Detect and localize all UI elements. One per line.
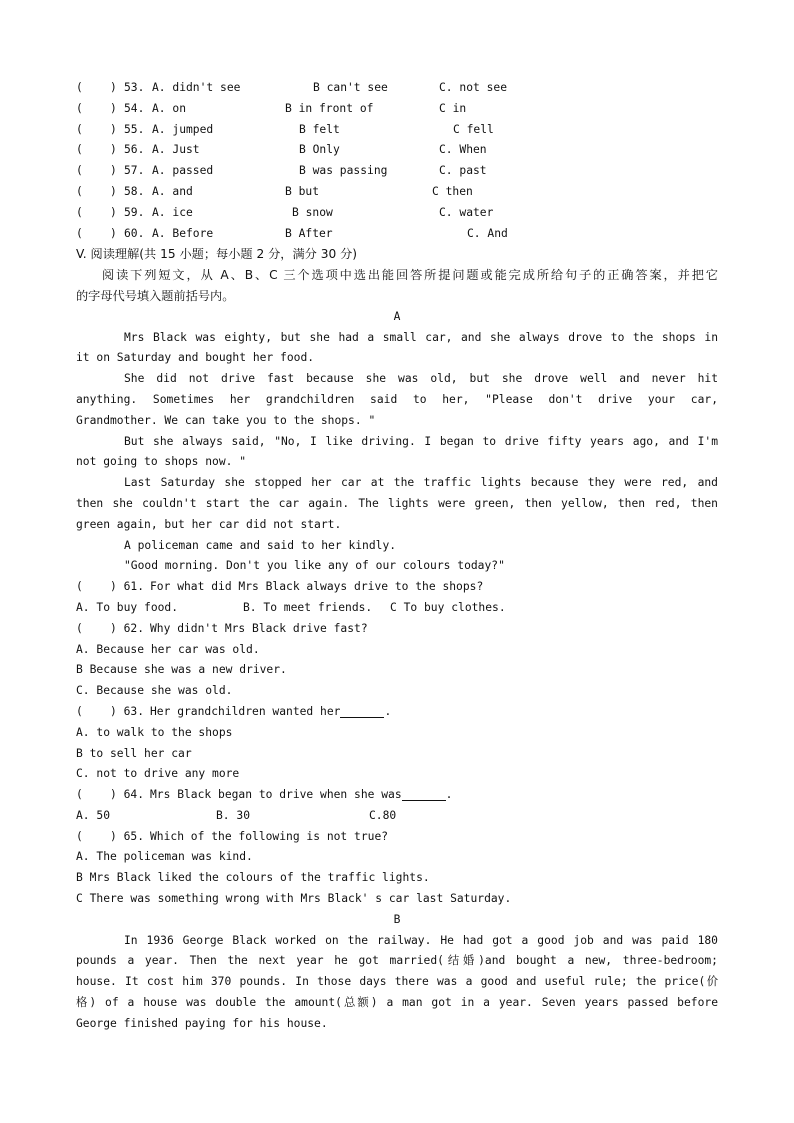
- passage-line: "Good morning. Don't you like any of our colours today?": [124, 559, 505, 573]
- passage-line: house. It cost him 370 pounds. In those days there was a good and useful rule; the price(价: [76, 975, 718, 989]
- option-c: C There was something wrong with Mrs Black' s car last Saturday.: [76, 892, 512, 906]
- option-a: A. to walk to the shops: [76, 725, 233, 739]
- option-b: B After: [285, 226, 333, 240]
- passage-line: it on Saturday and bought her food.: [76, 351, 315, 365]
- option-b: B Mrs Black liked the colours of the traffic lights.: [76, 871, 430, 885]
- option-b: B felt: [299, 122, 340, 136]
- option-a: A. and: [152, 184, 193, 198]
- answer-bracket[interactable]: ( ): [76, 81, 117, 94]
- option-a: A. Just: [152, 143, 200, 157]
- option-b: B Because she was a new driver.: [76, 663, 287, 677]
- option-b: B was passing: [299, 164, 388, 178]
- question-number: 55.: [124, 122, 145, 136]
- question-number: 54.: [124, 101, 145, 115]
- answer-bracket[interactable]: ( ) 65.: [76, 829, 145, 843]
- option-c: C. past: [439, 164, 487, 178]
- cloze-row: [76, 161, 718, 182]
- option-a: A. on: [152, 101, 187, 115]
- question-options: [76, 598, 718, 619]
- passage-line: not going to shops now. ": [76, 455, 247, 469]
- cloze-row: [76, 99, 718, 120]
- passage-a-label: A: [393, 309, 401, 323]
- option-c: C To buy clothes.: [390, 600, 506, 614]
- passage-line: But she always said, "No, I like driving. I began to drive fifty years ago, and I'm: [124, 434, 718, 448]
- cloze-row: [76, 120, 718, 141]
- section-heading: V. 阅读理解(共 15 小题；每小题 2 分，满分 30 分): [76, 247, 358, 262]
- question-number: 57.: [124, 164, 145, 178]
- passage-line: Mrs Black was eighty, but she had a small car, and she always drove to the shops in: [124, 330, 718, 344]
- answer-bracket[interactable]: ( ): [76, 143, 117, 157]
- question-stem: ( ) 61. For what did Mrs Black always drive to the shops?: [76, 577, 718, 598]
- option-b: B Only: [299, 143, 340, 157]
- question-number: 58.: [124, 184, 145, 198]
- cloze-row: [76, 182, 718, 203]
- option-c: C. And: [467, 226, 508, 240]
- exam-page: [76, 78, 718, 1035]
- cloze-row: [76, 224, 718, 245]
- answer-bracket[interactable]: ( ) 61.: [76, 580, 145, 594]
- cloze-row: [76, 140, 718, 161]
- answer-bracket[interactable]: ( ) 64.: [76, 788, 145, 802]
- question-number: 59.: [124, 205, 145, 219]
- question-stem: ( ) 64. Mrs Black began to drive when she was .: [76, 785, 718, 806]
- question-number: 60.: [124, 226, 145, 240]
- passage-line: Last Saturday she stopped her car at the traffic lights because they were red, and: [124, 476, 718, 490]
- cloze-row: [76, 203, 718, 224]
- instruction-line: 阅读下列短文，从 A、B、C 三个选项中选出能回答所提问题或能完成所给句子的正确答案，并把它: [102, 268, 718, 283]
- passage-line: pounds a year. Then the next year he got married(结婚)and bought a new, three-bedroom;: [76, 954, 718, 968]
- passage-line: A policeman came and said to her kindly.: [124, 538, 397, 552]
- option-b: B in front of: [285, 101, 374, 115]
- option-a: A. didn't see: [152, 81, 241, 94]
- question-options: [76, 806, 718, 827]
- passage-line: 格) of a house was double the amount(总额) a man got in a year. Seven years passed before: [76, 996, 718, 1010]
- question-stem: ( ) 63. Her grandchildren wanted her .: [76, 702, 718, 723]
- passage-line: She did not drive fast because she was old, but she drove well and never hit: [124, 372, 718, 386]
- option-a: A. Before: [152, 226, 214, 240]
- option-a: A. ice: [152, 205, 193, 219]
- cloze-options: [76, 78, 718, 244]
- passage-line: then she couldn't start the car again. The lights were green, then yellow, then red, then: [76, 496, 718, 510]
- option-c: C. Because she was old.: [76, 684, 233, 698]
- passage-b-label: B: [393, 912, 401, 926]
- answer-bracket[interactable]: ( ): [76, 205, 117, 219]
- answer-bracket[interactable]: ( ): [76, 184, 117, 198]
- option-a: A. Because her car was old.: [76, 642, 260, 656]
- option-b: B can't see: [313, 81, 388, 94]
- question-number: 56.: [124, 143, 145, 157]
- option-a: A. passed: [152, 164, 214, 178]
- option-b: B to sell her car: [76, 746, 192, 760]
- option-b: B snow: [292, 205, 333, 219]
- passage-line: Grandmother. We can take you to the shops. ": [76, 413, 376, 427]
- answer-bracket[interactable]: ( ) 63.: [76, 704, 145, 718]
- option-b: B but: [285, 184, 320, 198]
- option-a: A. 50: [76, 808, 111, 822]
- option-c: C in: [439, 101, 467, 115]
- question-number: 53.: [124, 81, 145, 94]
- option-c: C.80: [369, 808, 397, 822]
- option-a: A. To buy food.: [76, 600, 179, 614]
- question-stem: ( ) 65. Which of the following is not true?: [76, 827, 718, 848]
- option-a: A. The policeman was kind.: [76, 850, 253, 864]
- answer-bracket[interactable]: ( ): [76, 122, 117, 136]
- option-c: C then: [432, 184, 473, 198]
- answer-bracket[interactable]: ( ): [76, 226, 117, 240]
- answer-blank[interactable]: [402, 787, 446, 801]
- option-c: C. not to drive any more: [76, 767, 240, 781]
- option-b: B. To meet friends.: [243, 600, 373, 614]
- option-c: C fell: [453, 122, 494, 136]
- passage-line: green again, but her car did not start.: [76, 517, 342, 531]
- passage-line: anything. Sometimes her grandchildren said to her, "Please don't drive your car,: [76, 392, 718, 406]
- answer-bracket[interactable]: ( ): [76, 164, 117, 178]
- answer-bracket[interactable]: ( ): [76, 101, 117, 115]
- option-c: C. When: [439, 143, 487, 157]
- option-c: C. water: [439, 205, 494, 219]
- instruction-line: 的字母代号填入题前括号内。: [76, 288, 235, 303]
- cloze-row: [76, 78, 718, 99]
- passage-line: In 1936 George Black worked on the railway. He had got a good job and was paid 180: [124, 933, 718, 947]
- option-b: B. 30: [216, 808, 251, 822]
- answer-bracket[interactable]: ( ) 62.: [76, 621, 145, 635]
- option-a: A. jumped: [152, 122, 214, 136]
- passage-line: George finished paying for his house.: [76, 1016, 328, 1030]
- question-stem: ( ) 62. Why didn't Mrs Black drive fast?: [76, 619, 718, 640]
- option-c: C. not see: [439, 81, 508, 94]
- answer-blank[interactable]: [340, 704, 384, 718]
